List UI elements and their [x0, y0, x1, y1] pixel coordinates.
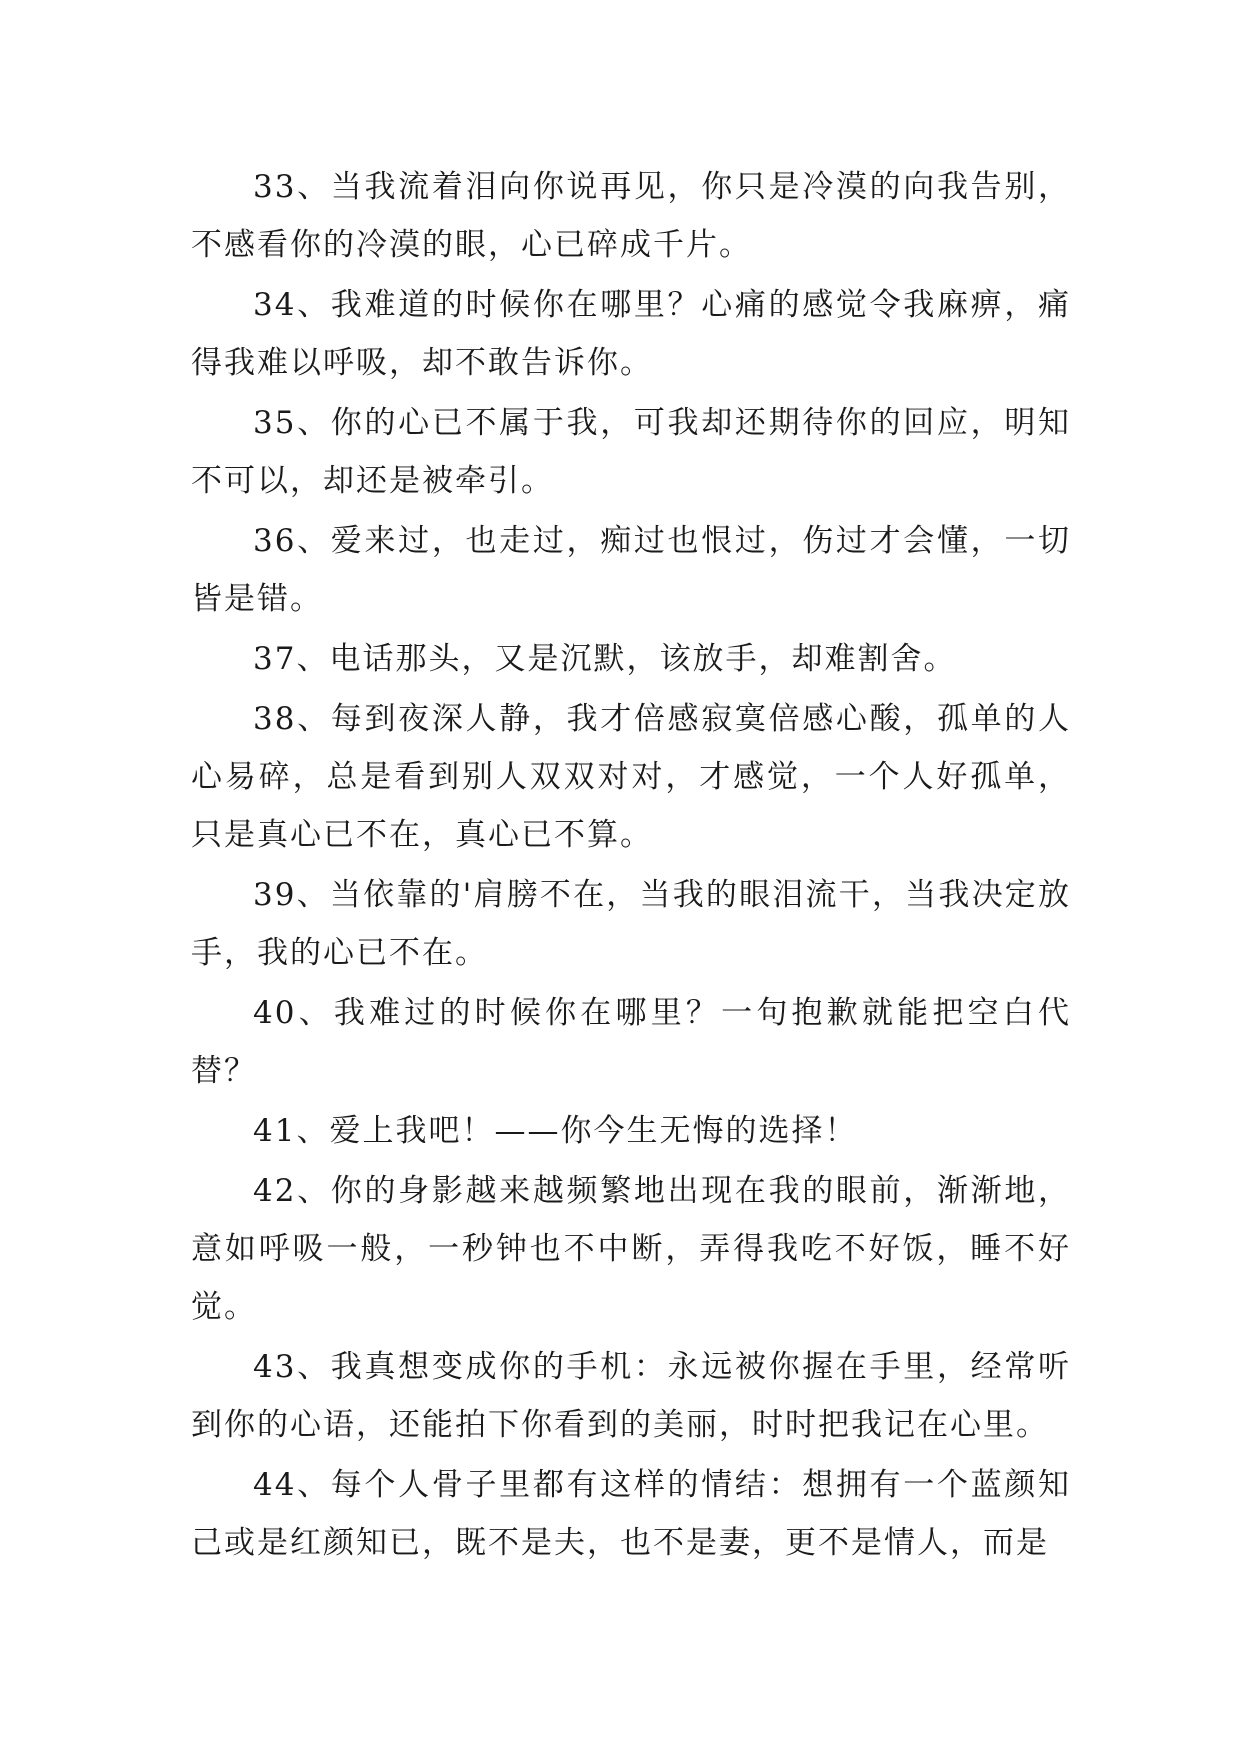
paragraph-38: 38、每到夜深人静，我才倍感寂寞倍感心酸，孤单的人心易碎，总是看到别人双双对对，才感觉，一个人好孤单，只是真心已不在，真心已不算。 [191, 701, 1071, 853]
paragraph-33: 33、当我流着泪向你说再见，你只是冷漠的向我告别，不感看你的冷漠的眼，心已碎成千片。 [191, 169, 1071, 263]
paragraph-36: 36、爱来过，也走过，痴过也恨过，伤过才会懂，一切皆是错。 [191, 523, 1071, 617]
paragraph-34: 34、我难道的时候你在哪里？心痛的感觉令我麻痹，痛得我难以呼吸，却不敢告诉你。 [191, 287, 1071, 381]
paragraph-42: 42、你的身影越来越频繁地出现在我的眼前，渐渐地，意如呼吸一般，一秒钟也不中断，弄得我吃不好饭，睡不好觉。 [191, 1173, 1071, 1325]
paragraph-35: 35、你的心已不属于我，可我却还期待你的回应，明知不可以，却还是被牵引。 [191, 405, 1071, 499]
document-body [191, 158, 1071, 1574]
paragraph-39: 39、当依靠的'肩膀不在，当我的眼泪流干，当我决定放手，我的心已不在。 [191, 877, 1071, 971]
paragraph-43: 43、我真想变成你的手机：永远被你握在手里，经常听到你的心语，还能拍下你看到的美丽，时时把我记在心里。 [191, 1349, 1071, 1443]
paragraph-37: 37、电话那头，又是沉默，该放手，却难割舍。 [253, 641, 957, 677]
paragraph-40: 40、我难过的时候你在哪里？一句抱歉就能把空白代替？ [191, 995, 1071, 1089]
paragraph-41: 41、爱上我吧！——你今生无悔的选择！ [253, 1113, 858, 1149]
paragraph-44: 44、每个人骨子里都有这样的情结：想拥有一个蓝颜知己或是红颜知已，既不是夫，也不是妻，更不是情人，而是 [191, 1467, 1071, 1561]
